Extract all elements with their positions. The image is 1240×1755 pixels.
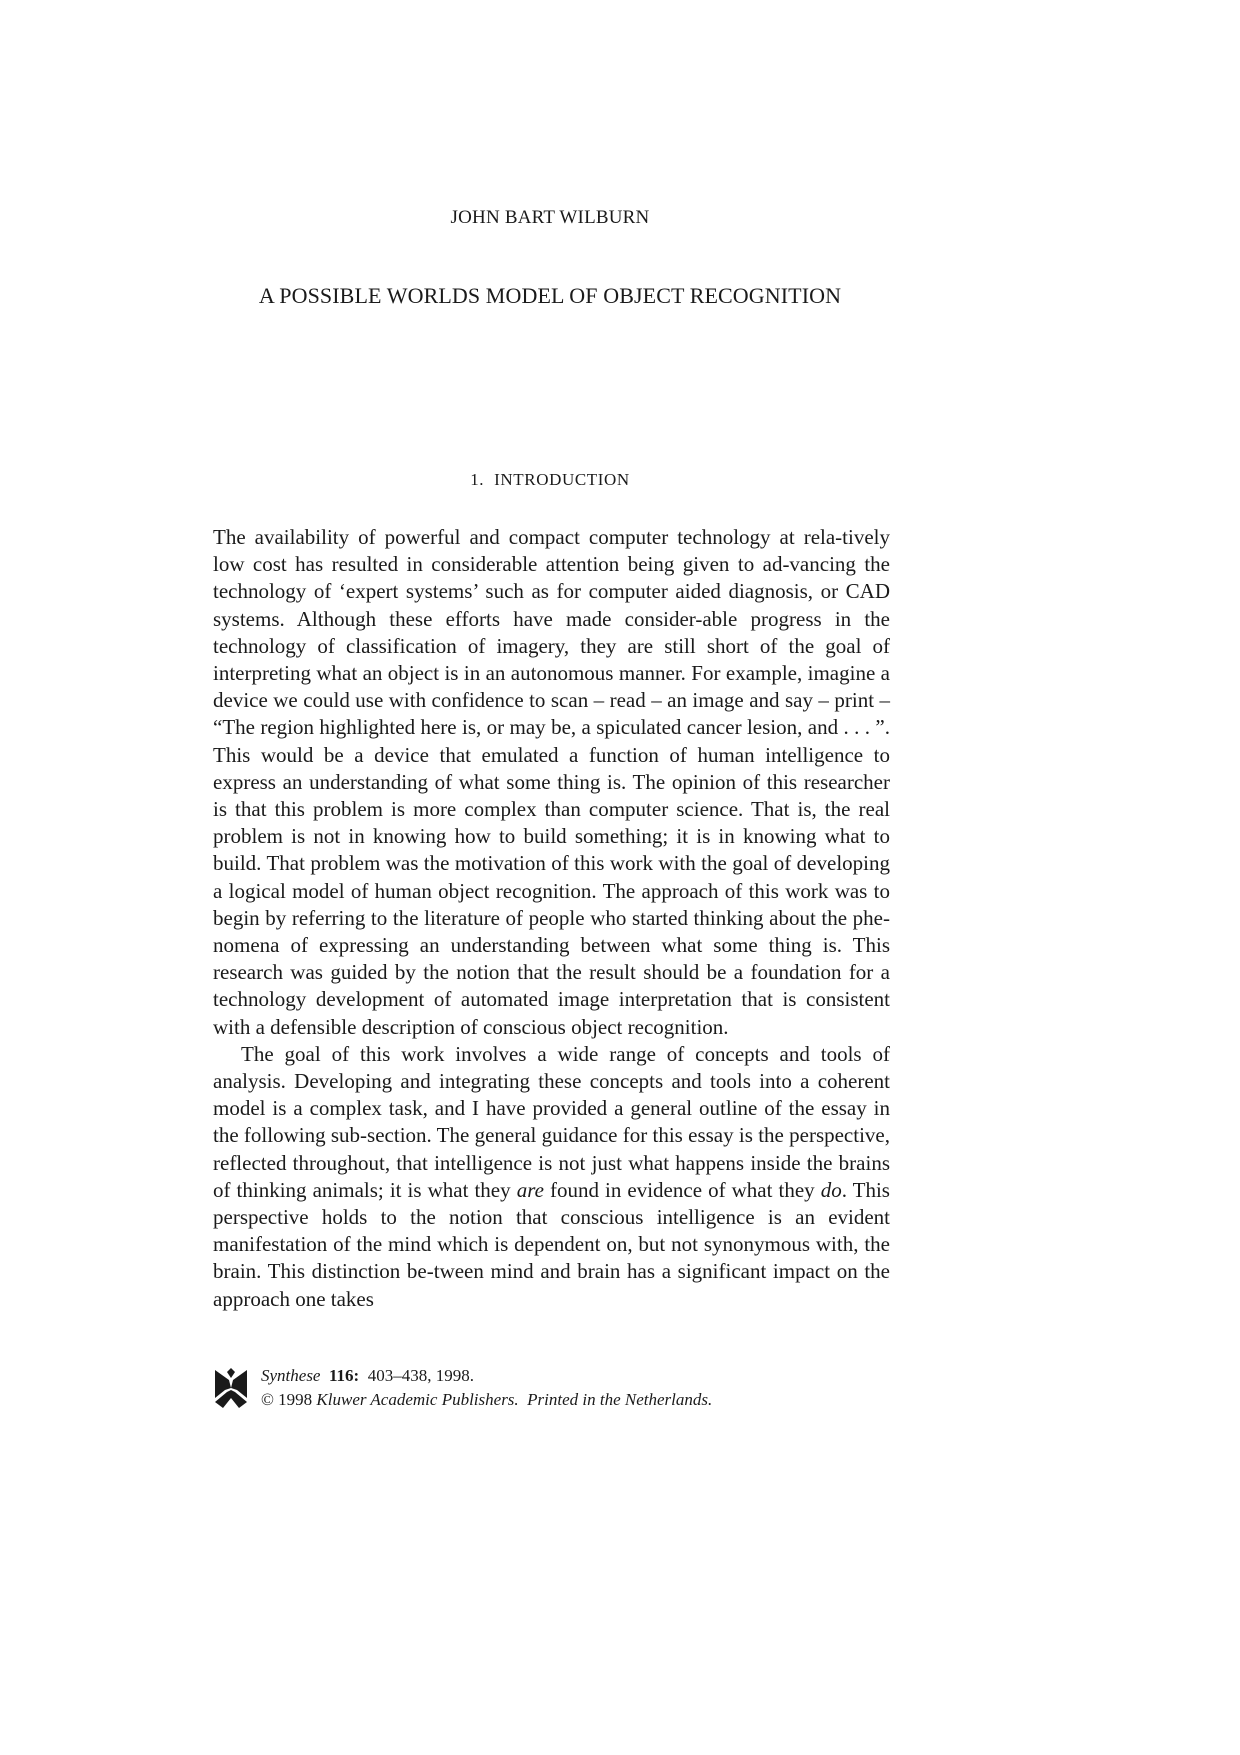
copyright-line: [261, 1388, 712, 1412]
text-run: The availability of powerful and compact computer technology at rela-tively low cost has resulted in considerable attention being given to ad-vancing the technology of ‘expert systems’ such as for computer aided diagnosis, or CAD systems. Although these efforts have made consider-able progress in the technology of classification of imagery, they are still short of the goal of interpreting what an object is in an autonomous manner. For example, imagine a device we could use with confidence to scan – read – an image and say – print – “The region highlighted here is, or may be, a spiculated cancer lesion, and . . . ”. This would be a device that emulated a function of human intelligence to express an understanding of what some thing is. The opinion of this researcher is that this problem is more complex than computer science. That is, the real problem is not in knowing how to build something; it is in knowing what to build. That problem was the motivation of this work with the goal of developing a logical model of human object recognition. The approach of this work was to begin by referring to the literature of people who started thinking about the phe-nomena of expressing an understanding between what some thing is. This research was guided by the notion that the result should be a foundation for a technology development of automated image interpretation that is consistent with a defensible description of conscious object recognition.: [213, 525, 890, 1039]
body-text: [213, 524, 890, 1313]
paragraph: [213, 1041, 890, 1313]
emphasis-text: are: [516, 1177, 544, 1202]
text-run: . This perspective holds to the notion that conscious intelligence is an evident manifestation of the mind which is dependent on, but not synonymous with, the brain. This distinction be-tween mind and brain has a significant impact on the approach one takes: [213, 1177, 890, 1311]
publisher-logo-icon: [213, 1368, 249, 1410]
volume-number: 116:: [328, 1366, 360, 1385]
paragraph: [213, 524, 890, 1041]
text-run: The goal of this work involves a wide range of concepts and tools of analysis. Developing and integrating these concepts and tools into a coherent model is a complex task, and I have provided a general outline of the essay in the following sub-section. The general guidance for this essay is the perspective, reflected throughout, that intelligence is not just what happens inside the brains of thinking animals; it is what they: [213, 1041, 890, 1202]
page-range: 403–438, 1998.: [367, 1366, 474, 1385]
article-title: A POSSIBLE WORLDS MODEL OF OBJECT RECOGNITION: [258, 283, 842, 308]
text-run: found in evidence of what they: [543, 1177, 821, 1202]
citation-line: [261, 1364, 712, 1388]
section-heading: [0, 470, 1100, 490]
copyright-year: © 1998: [261, 1390, 313, 1409]
printed-location: Printed in the Netherlands.: [527, 1390, 713, 1409]
section-number: 1.: [470, 470, 485, 489]
publisher-name: Kluwer Academic Publishers.: [316, 1390, 519, 1409]
journal-name: Synthese: [261, 1366, 321, 1385]
section-title: INTRODUCTION: [494, 470, 630, 489]
emphasis-text: do: [820, 1177, 842, 1202]
author-name: JOHN BART WILBURN: [450, 207, 650, 228]
